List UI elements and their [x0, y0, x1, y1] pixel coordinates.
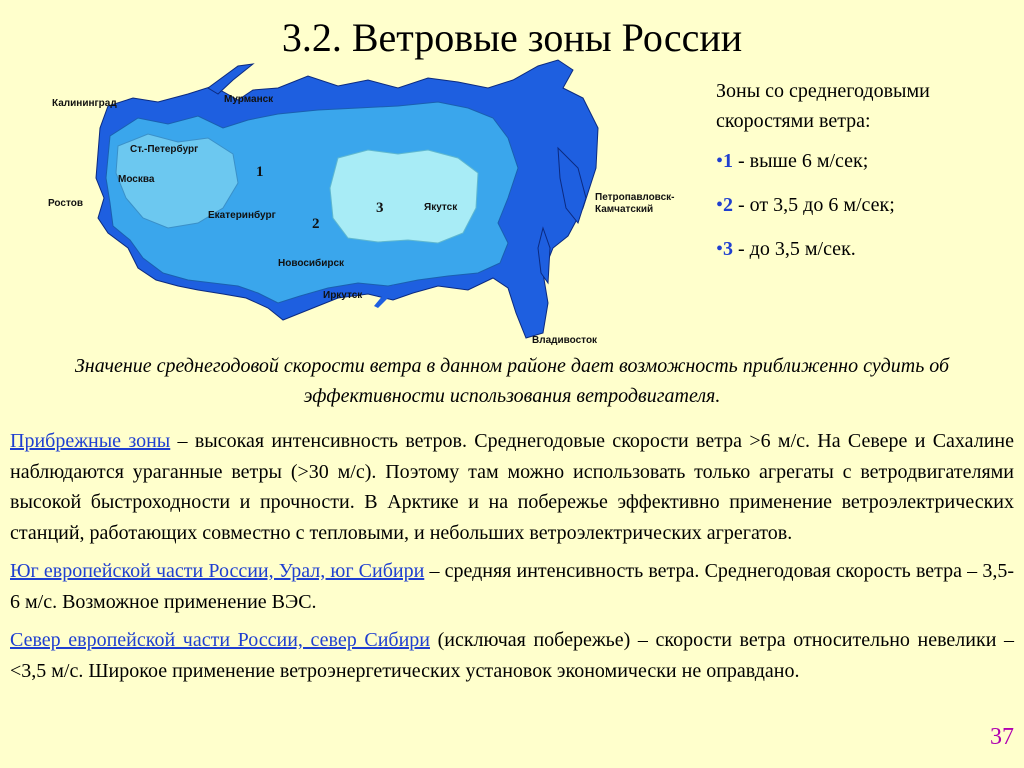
legend-item-2: •2 - от 3,5 до 6 м/сек;: [716, 194, 895, 216]
link-south-regions[interactable]: Юг европейской части России, Урал, юг Сибири: [10, 560, 425, 582]
city-novosibirsk: Новосибирск: [278, 258, 345, 269]
paragraph-coastal: Прибрежные зоны – высокая интенсивность ветров. Среднегодовые скорости ветра >6 м/с. На Севере и Сахалине наблюдаются ураганные ветры (>30 м/с). Поэтому там можно использовать только агрегаты с ветродвигателями высокой быстроходности и прочности. В Арктике и на побережье эффективно применение ветроэлектрических станций, работающих совместно с тепловыми, и небольших ветроэлектрических агрегатов.: [10, 430, 1014, 544]
italic-note: Значение среднегодовой скорости ветра в данном районе дает возможность приближенно судить об эффективности использования ветродвигателя.: [74, 355, 950, 407]
city-rostov: Ростов: [48, 198, 83, 209]
zone-label-2: 2: [312, 216, 320, 232]
body-text: [10, 426, 1014, 694]
zone-3-area: [330, 150, 478, 243]
zone-label-1: 1: [256, 164, 264, 180]
city-petropavlovsk-2: Камчатский: [595, 204, 654, 215]
paragraph-north: Север европейской части России, север Сибири (исключая побережье) – скорости ветра относительно невелики – <3,5 м/с. Широкое применение ветроэнергетических установок экономически не оправдано.: [10, 629, 1015, 682]
city-irkutsk: Иркутск: [323, 290, 363, 301]
city-yakutsk: Якутск: [424, 202, 458, 213]
wind-zones-map: [38, 58, 718, 348]
page-number: 37: [990, 724, 1014, 750]
paragraph-south: Юг европейской части России, Урал, юг Сибири – средняя интенсивность ветра. Среднегодовая скорость ветра – 3,5-6 м/с. Возможное применение ВЭС.: [10, 560, 1014, 613]
city-petropavlovsk-1: Петропавловск-: [595, 192, 675, 203]
link-coastal-zones[interactable]: Прибрежные зоны: [10, 430, 171, 452]
city-kaliningrad: Калининград: [52, 98, 117, 109]
legend: [716, 76, 1016, 278]
city-moscow: Москва: [118, 174, 155, 185]
novaya-zemlya: [208, 64, 253, 94]
link-north-regions[interactable]: Север европейской части России, север Сибири: [10, 629, 430, 651]
city-ekaterinburg: Екатеринбург: [208, 210, 276, 221]
legend-intro: Зоны со среднегодовыми скоростями ветра:: [716, 80, 930, 132]
slide-title: 3.2. Ветровые зоны России: [281, 15, 743, 60]
zone-label-3: 3: [376, 200, 384, 216]
city-murmansk: Мурманск: [224, 94, 274, 105]
city-st-petersburg: Ст.-Петербург: [130, 144, 199, 155]
legend-item-1: •1 - выше 6 м/сек;: [716, 150, 869, 172]
legend-item-3: •3 - до 3,5 м/сек.: [716, 238, 856, 260]
city-vladivostok: Владивосток: [532, 335, 598, 346]
